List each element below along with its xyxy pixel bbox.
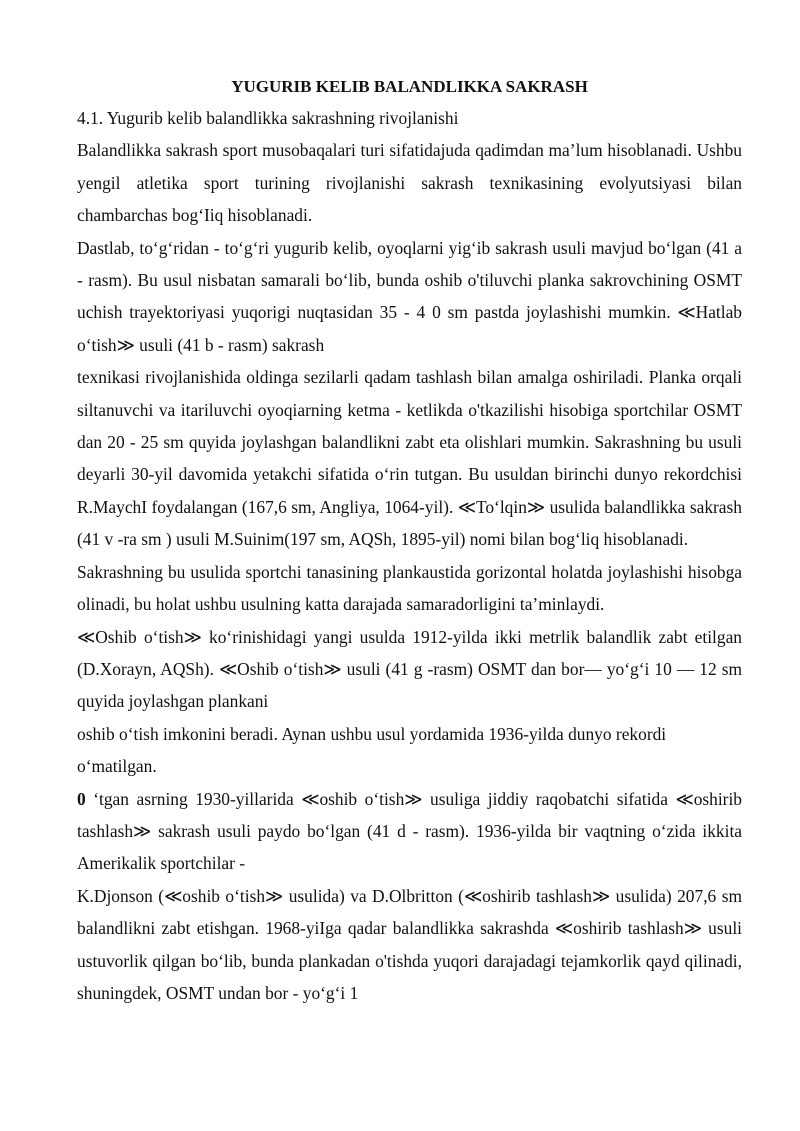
document-title: YUGURIB KELIB BALANDLIKKA SAKRASH [231, 77, 588, 96]
section-heading: 4.1. Yugurib kelib balandlikka sakrashning rivojlanishi [77, 108, 459, 128]
paragraph-lead-rest: ‘tgan asrning 1930-yillarida ≪oshib o‘tish≫ usuliga jiddiy raqobatchi sifatida ≪oshirib tashlash≫ sakrash usuli paydo bo‘lgan (41 d - rasm). 1936-yilda bir vaqtning o‘zida ikkita Amerikalik sportchilar - [77, 788, 742, 874]
paragraph-scissors-technique: texnikasi rivojlanishida oldinga sezilarli qadam tashlash bilan amalga oshiriladi. Planka orqali siltanuvchi va itariluvchi oyoqiarning ketma - ketlikda o'tkazilishi hisobiga sportchilar OSMT dan 20 - 25 sm quyida joylashgan balandlikni zabt eta olishlari mumkin. Sakrashning bu usuli deyarli 30-yil davomida yetakchi sifatida o‘rin tutgan. Bu usuldan birinchi dunyo rekordchisi R.MaychI foydalangan (167,6 sm, Angliya, 1064-yil). ≪To‘lqin≫ usulida balandlikka sakrash (41 v -ra sm ) usuli M.Suinim(197 sm, AQSh, 1895-yil) nomi bilan bog‘liq hisoblanadi. [77, 367, 742, 550]
paragraph-straight-jump: Dastlab, to‘g‘ridan - to‘g‘ri yugurib kelib, oyoqlarni yig‘ib sakrash usuli mavjud bo‘lgan (41 a - rasm). Bu usul nisbatan samarali bo‘lib, bunda oshib o'tiluvchi planka sakrovchining OSMT uchish trayektoriyasi yuqorigi nuqtasidan 35 - 4 0 sm pastda joylashishi mumkin. ≪Hatlab o‘tish≫ usuli (41 b - rasm) sakrash [77, 237, 742, 355]
paragraph-western-roll: ≪Oshib o‘tish≫ ko‘rinishidagi yangi usulda 1912-yilda ikki metrlik balandlik zabt etilgan (D.Xorayn, AQSh). ≪Oshib o‘tish≫ usuli (41 g -rasm) OSMT dan bor— yo‘g‘i 10 — 12 sm quyida joylashgan plankani [77, 626, 742, 712]
paragraph-lead-bold: 0 [77, 788, 86, 809]
paragraph-american-athletes: K.Djonson (≪oshib o‘tish≫ usulida) va D.Olbritton (≪oshirib tashlash≫ usulida) 207,6 sm balandlikni zabt etishgan. 1968-yiIga qadar balandlikka sakrashda ≪oshirib tashlash≫ usuli ustuvorlik qilgan bo‘lib, bunda plankadan o'tishda yuqori darajadagi tejamkorlik qayd qilinadi, shuningdek, OSMT undan bor - yo‘g‘i 1 [77, 885, 742, 1003]
paragraph-intro: Balandlikka sakrash sport musobaqalari turi sifatidajuda qadimdan ma’lum hisoblanadi. Ushbu yengil atletika sport turining rivojlanishi sakrash texnikasining evolyutsiyasi bilan chambarchas bog‘Iiq hisoblanadi. [77, 140, 742, 226]
paragraph-world-record: oshib o‘tish imkonini beradi. Aynan ushbu usul yordamida 1936-yilda dunyo rekordi o‘matilgan. [77, 723, 667, 777]
paragraph-straddle [77, 783, 742, 880]
paragraph-horizontal-position: Sakrashning bu usulida sportchi tanasining plankaustida gorizontal holatda joylashishi hisobga olinadi, bu holat ushbu usulning katta darajada samaradorligini ta’minlaydi. [77, 561, 742, 615]
